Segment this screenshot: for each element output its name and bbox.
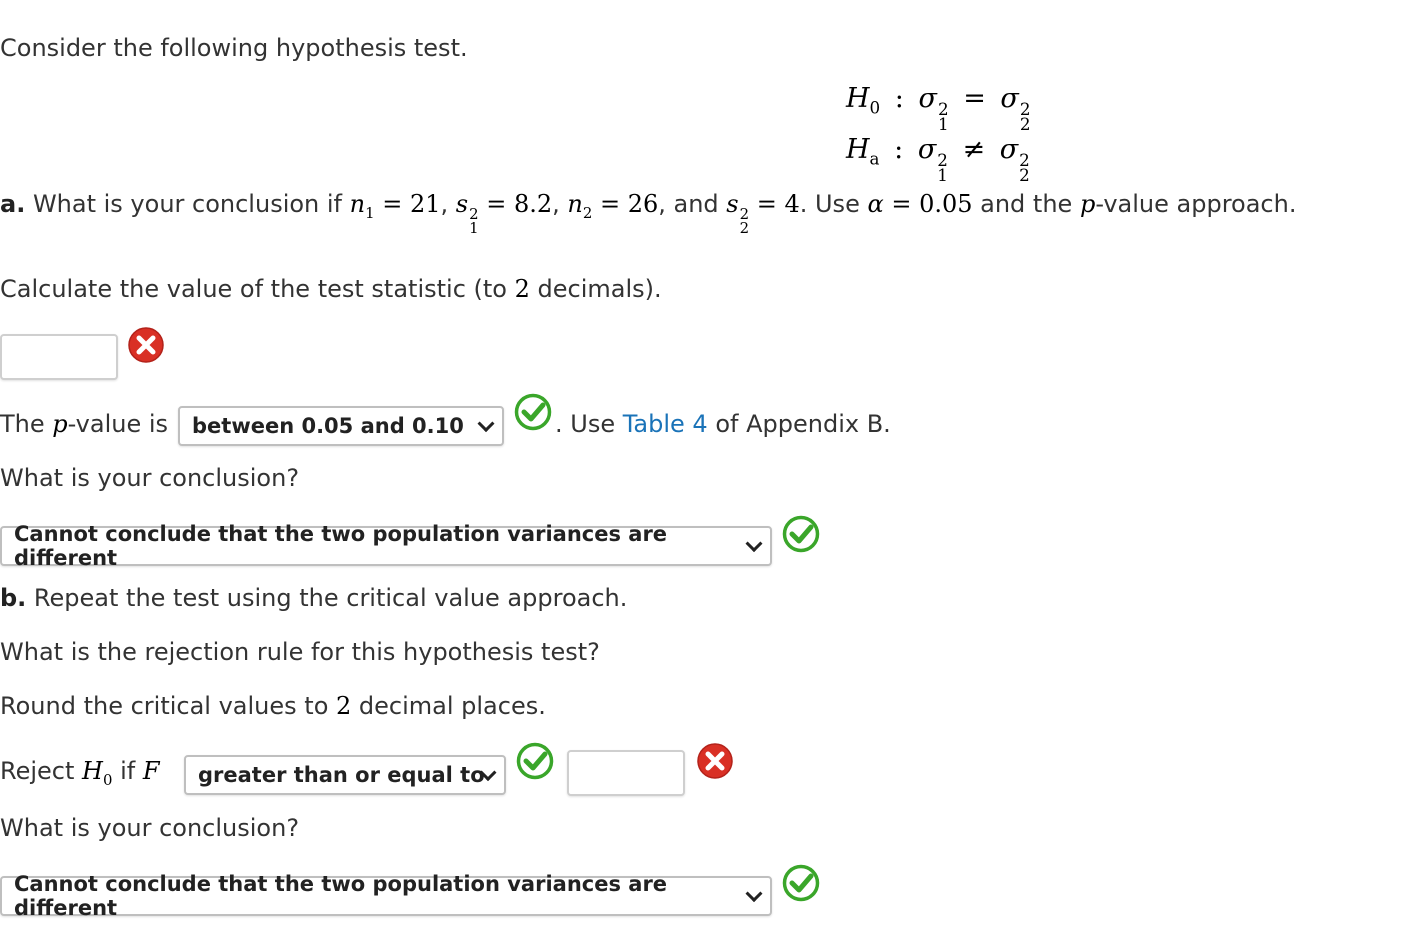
reject-rule-select[interactable] bbox=[184, 755, 506, 795]
part-a-question: a. What is your conclusion if $n_1 = 21$, s 2 1 = 8.2, $n_2 = 26$, and s 2 2 = 4. Use α = 0.05 and the p-value approach. bbox=[0, 190, 1297, 237]
rounding-instruction: Round the critical values to 2 decimal places. bbox=[0, 692, 546, 720]
part-b-instruction: b. Repeat the test using the critical value approach. bbox=[0, 584, 628, 612]
rejection-rule-question: What is the rejection rule for this hypothesis test? bbox=[0, 638, 600, 666]
correct-icon bbox=[516, 742, 554, 780]
conclusion-b-select-value: Cannot conclude that the two population variances are different bbox=[14, 872, 668, 920]
correct-icon bbox=[782, 515, 820, 553]
incorrect-icon bbox=[696, 742, 734, 780]
alternative-hypothesis: $H_a$ : σ 2 1 ≠ σ 2 2 bbox=[846, 134, 1030, 186]
test-statistic-input[interactable] bbox=[0, 334, 118, 380]
conclusion-a-select[interactable] bbox=[0, 522, 772, 570]
reject-rule-label: Reject $H_0$ if F bbox=[0, 757, 160, 789]
conclusion-b-question: What is your conclusion? bbox=[0, 814, 300, 842]
table-4-link[interactable]: Table 4 bbox=[622, 410, 708, 438]
conclusion-b-select[interactable] bbox=[0, 872, 772, 920]
conclusion-a-select-value: Cannot conclude that the two population variances are different bbox=[14, 522, 668, 570]
chevron-down-icon bbox=[478, 415, 495, 432]
correct-icon bbox=[782, 864, 820, 902]
correct-icon bbox=[514, 393, 552, 431]
pvalue-select[interactable] bbox=[178, 406, 504, 446]
conclusion-a-question: What is your conclusion? bbox=[0, 464, 300, 492]
intro-text: Consider the following hypothesis test. bbox=[0, 34, 468, 62]
pvalue-label: The p-value is bbox=[0, 410, 169, 438]
null-hypothesis: $H_0$ : σ 2 1 = σ 2 2 bbox=[846, 83, 1031, 135]
reject-rule-select-value: greater than or equal to bbox=[198, 763, 485, 787]
calc-instruction: Calculate the value of the test statistic (to 2 decimals). bbox=[0, 275, 662, 303]
pvalue-select-value: between 0.05 and 0.10 bbox=[192, 414, 464, 438]
pvalue-table-note: . Use Table 4 of Appendix B. bbox=[555, 410, 891, 438]
incorrect-icon bbox=[127, 326, 165, 364]
critical-value-input[interactable] bbox=[567, 750, 685, 796]
